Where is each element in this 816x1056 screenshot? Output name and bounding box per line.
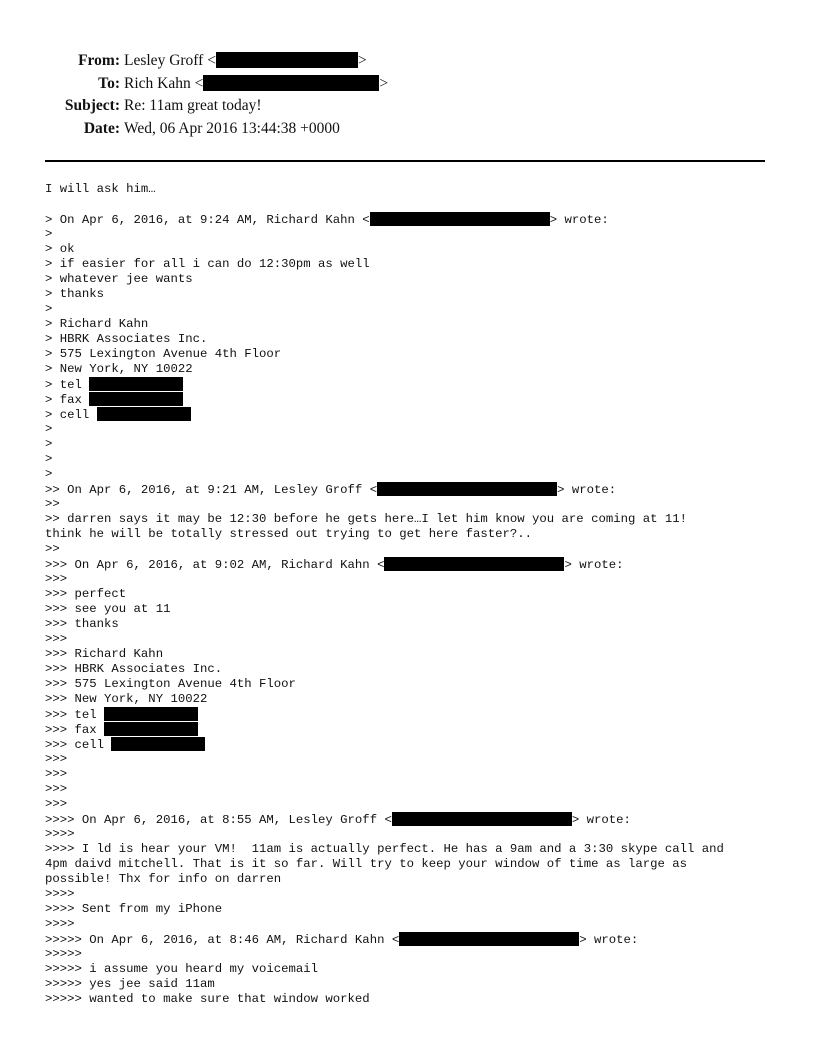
body-line — [45, 587, 785, 602]
body-line — [45, 827, 785, 842]
body-line-text: >>> — [45, 782, 68, 796]
body-line-text: >> On Apr 6, 2016, at 9:21 AM, Lesley Groff < — [45, 483, 378, 497]
body-line — [45, 647, 785, 662]
body-line — [45, 287, 785, 302]
redaction-bar — [104, 707, 198, 721]
body-line-text: > HBRK Associates Inc. — [45, 332, 208, 346]
body-line-text: > if easier for all i can do 12:30pm as well — [45, 257, 370, 271]
body-line-text: > Richard Kahn — [45, 317, 149, 331]
body-line-text: > New York, NY 10022 — [45, 362, 193, 376]
body-line-suffix: > wrote: — [579, 933, 639, 947]
body-line-text: >> — [45, 497, 60, 511]
date-row — [0, 120, 816, 143]
body-line-text: > — [45, 227, 53, 241]
to-value — [124, 75, 388, 93]
redaction-bar — [111, 737, 205, 751]
to-name: Rich Kahn < — [124, 74, 204, 92]
body-line-text: >>> Richard Kahn — [45, 647, 164, 661]
body-line-text: >>>>> — [45, 947, 82, 961]
body-line-text: > — [45, 302, 53, 316]
redaction-bar — [89, 377, 183, 391]
body-line-text: think he will be totally stressed out trying to get here faster?.. — [45, 527, 533, 541]
body-line-text: > thanks — [45, 287, 105, 301]
body-line — [45, 737, 785, 752]
body-line — [45, 677, 785, 692]
body-line-text: >>>> — [45, 917, 75, 931]
body-line-text: >> darren says it may be 12:30 before he gets here…I let him know you are coming at 11! — [45, 512, 688, 526]
body-line-text: >>> cell — [45, 738, 112, 752]
body-line — [45, 557, 785, 572]
body-line-text: > tel — [45, 378, 90, 392]
body-line-text: > — [45, 437, 53, 451]
body-line-text: >>> HBRK Associates Inc. — [45, 662, 223, 676]
from-close: > — [357, 52, 367, 69]
body-line — [45, 977, 785, 992]
body-line-text: > — [45, 422, 53, 436]
body-line-suffix: > wrote: — [564, 558, 624, 572]
body-line-text: >>>>> On Apr 6, 2016, at 8:46 AM, Richard Kahn < — [45, 933, 400, 947]
body-line-text: > cell — [45, 408, 97, 422]
redaction-bar — [104, 722, 198, 736]
body-line — [45, 467, 785, 482]
body-line-text: >>>> Sent from my iPhone — [45, 902, 223, 916]
from-name: Lesley Groff < — [124, 52, 216, 69]
redaction-bar — [392, 812, 572, 826]
body-line-text: > whatever jee wants — [45, 272, 193, 286]
redaction-bar — [97, 407, 191, 421]
body-line — [45, 497, 785, 512]
redaction-bar — [203, 75, 379, 91]
header-divider — [45, 160, 765, 162]
body-line — [45, 797, 785, 812]
body-line — [45, 257, 785, 272]
body-line — [45, 212, 785, 227]
body-line-text: >>> — [45, 572, 68, 586]
body-line — [45, 617, 785, 632]
to-label: To: — [98, 74, 120, 92]
body-line-text: >>> — [45, 767, 68, 781]
body-line — [45, 812, 785, 827]
body-line-text: >>> New York, NY 10022 — [45, 692, 208, 706]
email-header — [0, 52, 816, 142]
body-line-text: >>> perfect — [45, 587, 127, 601]
body-line — [45, 842, 785, 857]
body-line-text: >>>>> i assume you heard my voicemail — [45, 962, 319, 976]
subject-label: Subject: — [64, 97, 120, 114]
body-line-text: possible! Thx for info on darren — [45, 872, 282, 886]
redaction-bar — [216, 52, 358, 68]
body-line — [45, 572, 785, 587]
body-line-text: >>> see you at 11 — [45, 602, 171, 616]
body-line-text: I will ask him… — [45, 182, 156, 196]
body-line — [45, 962, 785, 977]
redaction-bar — [384, 557, 564, 571]
date-value: Wed, 06 Apr 2016 13:44:38 +0000 — [124, 119, 340, 137]
body-line — [45, 857, 785, 872]
body-line — [45, 707, 785, 722]
body-line — [45, 902, 785, 917]
body-line — [45, 947, 785, 962]
body-line — [45, 377, 785, 392]
body-line-text: > fax — [45, 393, 90, 407]
from-value — [124, 52, 367, 70]
body-line — [45, 317, 785, 332]
body-line — [45, 932, 785, 947]
body-line-text: >> — [45, 542, 60, 556]
body-line — [45, 332, 785, 347]
body-line-text: >>>> — [45, 887, 75, 901]
body-line — [45, 242, 785, 257]
body-line-text: >>>> On Apr 6, 2016, at 8:55 AM, Lesley Groff < — [45, 813, 392, 827]
body-line-text: > — [45, 467, 53, 481]
body-line-text: >>> tel — [45, 708, 105, 722]
body-line — [45, 602, 785, 617]
body-line-text: >>> thanks — [45, 617, 119, 631]
body-line — [45, 992, 785, 1007]
body-line — [45, 437, 785, 452]
redaction-bar — [89, 392, 183, 406]
body-line-text: 4pm daivd mitchell. That is it so far. Will try to keep your window of time as large as — [45, 857, 688, 871]
body-line — [45, 692, 785, 707]
body-line — [45, 407, 785, 422]
body-line — [45, 347, 785, 362]
body-line — [45, 662, 785, 677]
body-line-suffix: > wrote: — [549, 213, 609, 227]
body-line — [45, 227, 785, 242]
body-line — [45, 362, 785, 377]
body-line — [45, 422, 785, 437]
subject-row — [0, 97, 816, 120]
body-line-suffix: > wrote: — [571, 813, 631, 827]
body-line — [45, 272, 785, 287]
body-line — [45, 512, 785, 527]
body-line-text: >>>>> wanted to make sure that window worked — [45, 992, 370, 1006]
body-line-text: >>> — [45, 797, 68, 811]
body-line-text: >>>> — [45, 827, 75, 841]
redaction-bar — [370, 212, 550, 226]
body-line — [45, 197, 785, 212]
body-line-text: >>> 575 Lexington Avenue 4th Floor — [45, 677, 296, 691]
body-line — [45, 392, 785, 407]
body-line-text: > ok — [45, 242, 75, 256]
body-line — [45, 917, 785, 932]
body-line-text: > On Apr 6, 2016, at 9:24 AM, Richard Kahn < — [45, 213, 370, 227]
redaction-bar — [377, 482, 557, 496]
body-line — [45, 542, 785, 557]
body-line-text: >>> — [45, 752, 68, 766]
body-line — [45, 767, 785, 782]
body-line — [45, 302, 785, 317]
body-line-text: >>> On Apr 6, 2016, at 9:02 AM, Richard Kahn < — [45, 558, 385, 572]
body-line — [45, 632, 785, 647]
to-close: > — [379, 74, 389, 92]
body-line-suffix: > wrote: — [557, 483, 617, 497]
body-line — [45, 452, 785, 467]
body-line-text: > 575 Lexington Avenue 4th Floor — [45, 347, 282, 361]
body-line-text: > — [45, 452, 53, 466]
body-line — [45, 482, 785, 497]
from-row — [0, 52, 816, 75]
redaction-bar — [399, 932, 579, 946]
subject-value: Re: 11am great today! — [124, 97, 262, 114]
body-line — [45, 722, 785, 737]
body-line — [45, 782, 785, 797]
body-line — [45, 752, 785, 767]
body-line — [45, 887, 785, 902]
body-line — [45, 182, 785, 197]
date-label: Date: — [83, 119, 120, 137]
body-line — [45, 872, 785, 887]
body-line — [45, 527, 785, 542]
to-row — [0, 75, 816, 98]
email-body — [45, 182, 785, 1007]
body-line-text: >>> — [45, 632, 68, 646]
body-line-text: >>>> I ld is hear your VM! 11am is actually perfect. He has a 9am and a 3:30 skype call and — [45, 842, 724, 856]
body-line-text: >>> fax — [45, 723, 105, 737]
from-label: From: — [78, 52, 120, 69]
body-line-text: >>>>> yes jee said 11am — [45, 977, 215, 991]
